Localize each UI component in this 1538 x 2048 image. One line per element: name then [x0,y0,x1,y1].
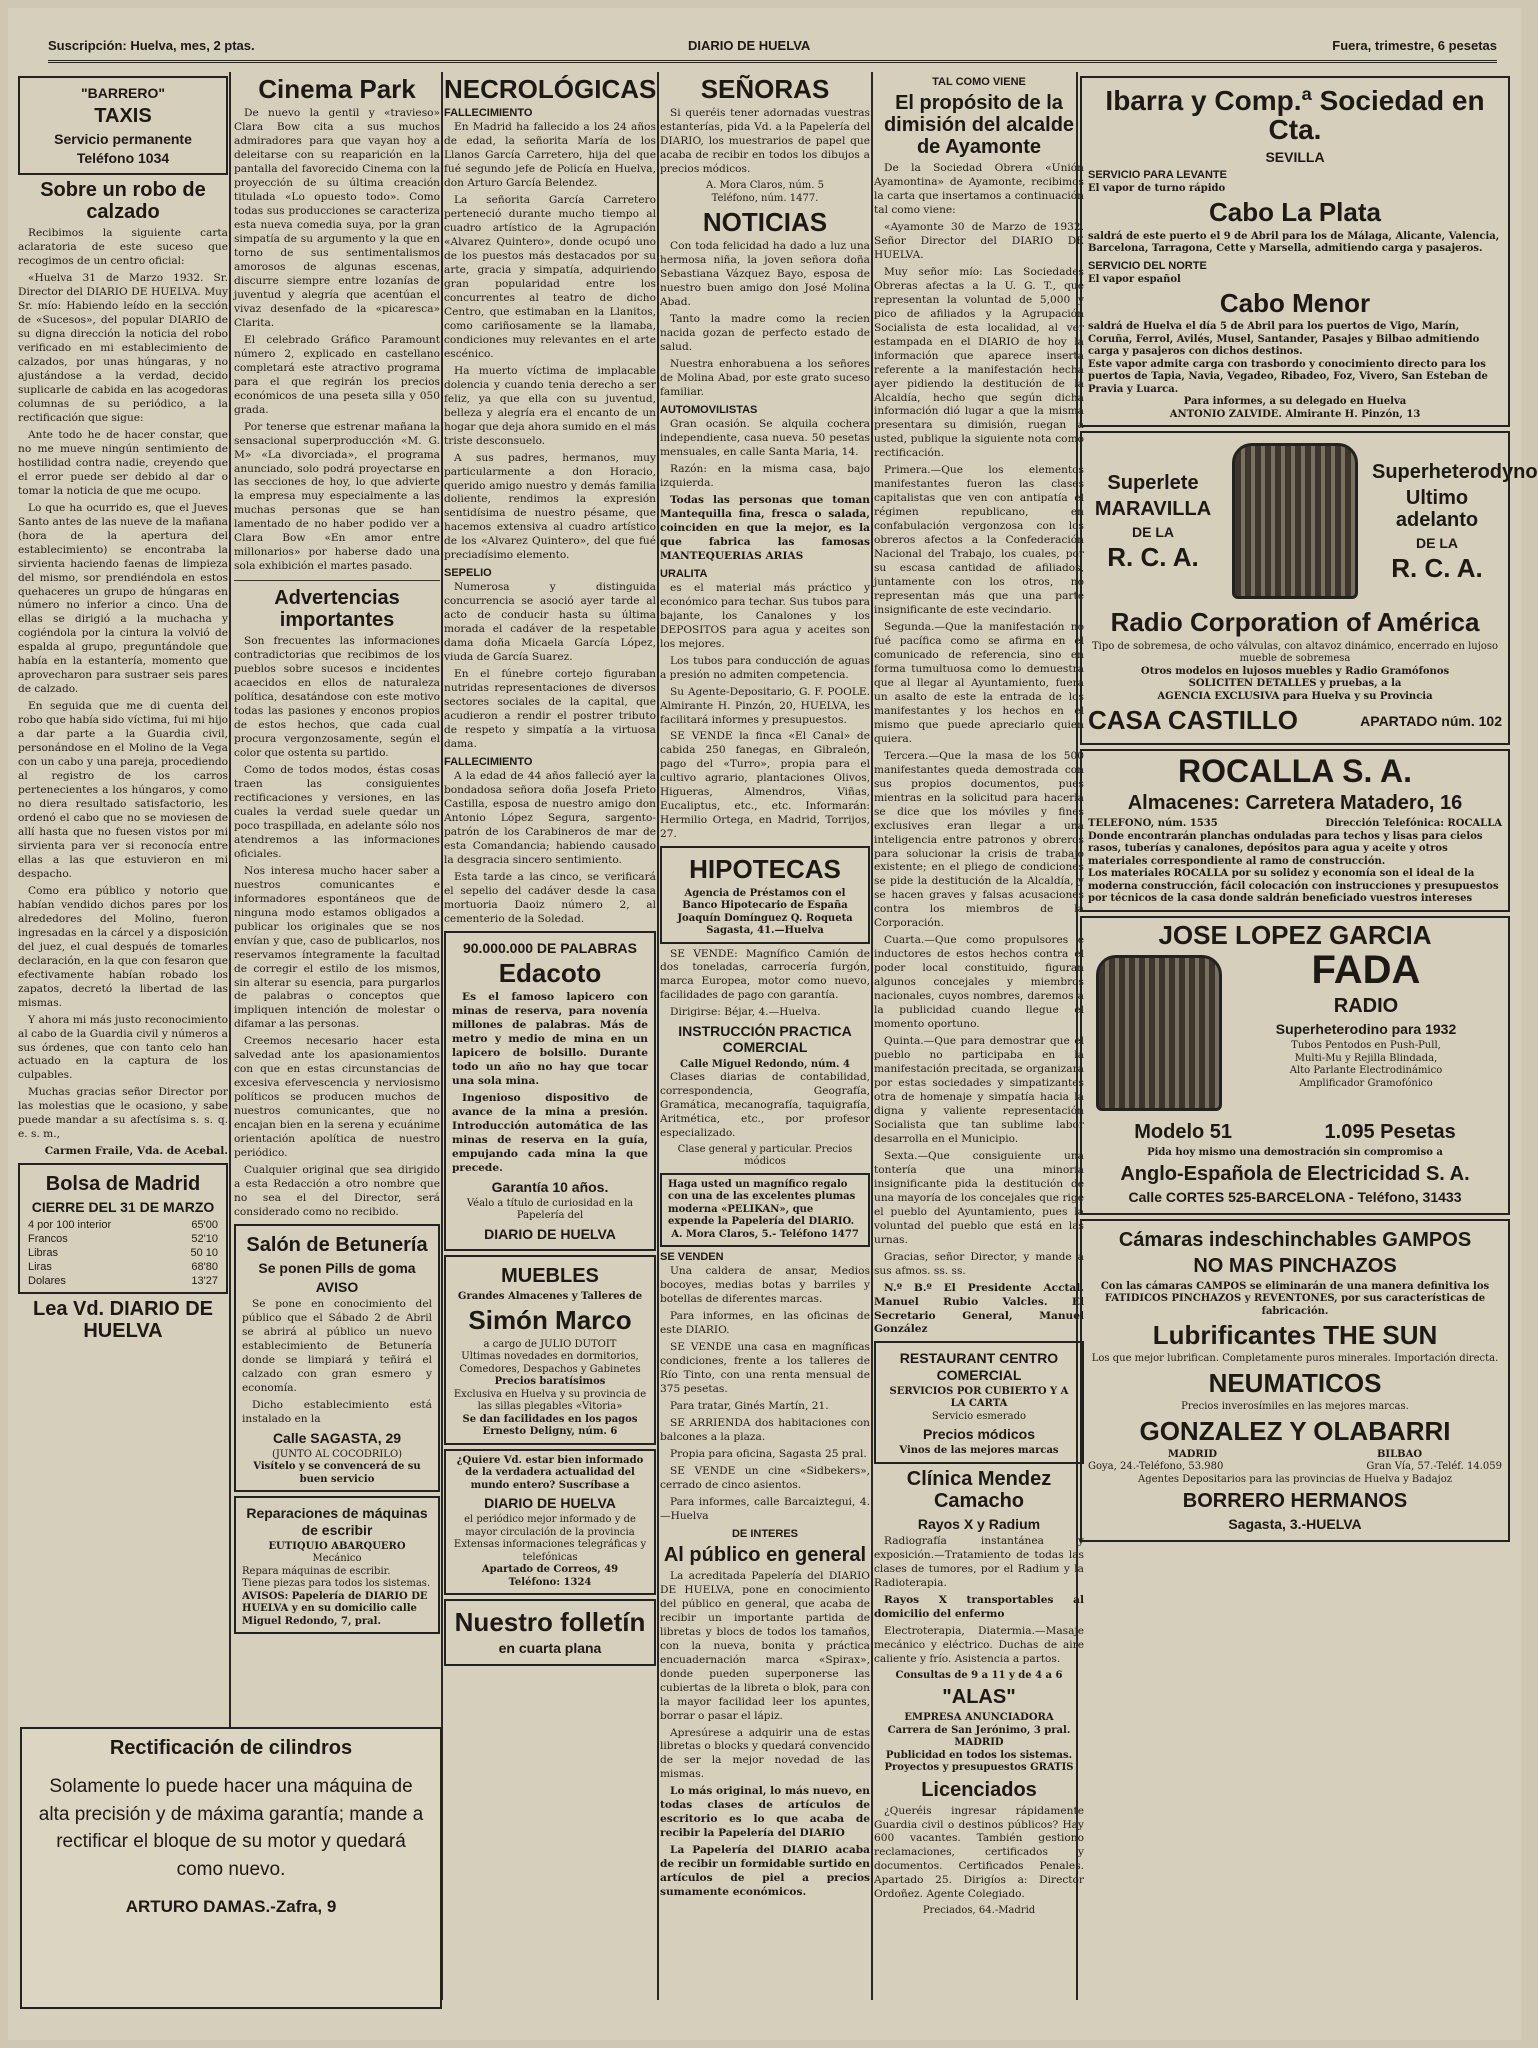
lea-banner: Lea Vd. DIARIO DE HUELVA [32,1298,214,1343]
folletin-ad: Nuestro folletín en cuarta plana [444,1599,656,1665]
gampos-ad: Cámaras indeschinchables GAMPOS NO MAS PINCHAZOS Con las cámaras CAMPOS se eliminarán de una manera definitiva los FATIDICOS PINCHAZOS y REVENTONES, por sus características de fabricación. Lubrificantes THE SUN Los que mejor lubrifican. Completamente puros minerales. Importación directa. NEUMATICOS Precios inverosímiles en las mejores marcas. GONZALEZ Y OLABARRI MADRID BILBAO Goya, 24.-Teléfono, 53.980 Gran Vía, 57.-Teléf. 14.059 Agentes Depositarios para las provincias de Huelva y Badajoz BORRERO HERMANOS Sagasta, 3.-HUELVA [1080,1219,1510,1542]
table-row: Libras 50 10 [28,1247,218,1260]
article-paragraph: De nuevo la gentil y «travieso» Clara Bow cita a sus muchos admiradores para que vayan hoy a deleitarse con su reaparición en la pantalla del favorecido Cinema con la proyección de su última creación titulada «Lo opuesto todo». Como todas sus producciones se caracteriza esta nueva comedia suya, por la gran simpatía de su argumento y la que en torno de sus sentimentalismos amorosos de algunas escenas, discurre siempre entre lozanías de juventud y alegría que acentúan el vivaz desenfado de la «picaresca» Clarita. [234,107,440,329]
bolsa-table [26,1218,220,1288]
newspaper-page [8,8,1538,2040]
article-paragraph: Nos interesa mucho hacer saber a nuestros comunicantes e informadores espontáneos que de ninguna modo estamos obligados a publicar los originales que se nos envían y que, caso de publicarlos, nos reservamos íntegramente la facultad de corregir el estilo de los mismos, sin alterar su esencia, para purgarlos de palabras o conceptos que impliquen intención de molestar o difamar a las personas. [234,864,440,1031]
article-signature: Carmen Fraile, Vda. de Acebal. [44,1145,228,1158]
newspaper-title: DIARIO DE HUELVA [688,38,811,53]
article-paragraph: El celebrado Gráfico Paramount número 2, explicado en castellano completará este atractivo programa para el que regirán los precios económicos de una peseta silla y 050 grada. [234,333,440,416]
rocalla-ad: ROCALLA S. A. Almacenes: Carretera Matadero, 16 TELEFONO, núm. 1535 Dirección Telefónica: ROCALLA Donde encontrarán planchas onduladas para techos y lisas para cielos rasos, tuberías y canalones, depósitos para agua y aceite y otros materiales correspondiente al ramo de construcción. Los materiales ROCALLA por su solidez y economía son el ideal de la moderna construcción, fácil colocación con instrucciones y presupuestos por técnicos de la casa donde saldrán beneficiado vuestros intereses [1080,749,1510,912]
salon-ad: Salón de Betunería Se ponen Pills de goma AVISO Se pone en conocimiento del público que el Sábado 2 de Abril se abrirá al público un nuevo establecimiento de Betunería donde se limpiará y teñirá el calzado con gran esmero y economía. Dicho establecimiento está instalado en la Calle SAGASTA, 29 (JUNTO AL COCODRILO) Visítelo y se convencerá de su buen servicio [234,1224,440,1493]
rca-ad: Superlete MARAVILLA DE LA R. C. A. Superheterodyno Ultimo adelanto DE LA R. C. A. Radio Corporation of América Tipo de sobremesa, de ocho válvulas, con altavoz dinámico, encerrado en lujoso mueble de sobremesa Otros modelos en lujosos muebles y Radio Gramófonos SOLICITEN DETALLES y pruebas, a la AGENCIA EXCLUSIVA para Huelva y su Provincia CASA CASTILLO APARTADO núm. 102 [1080,431,1510,744]
article-paragraph: En seguida que me di cuenta del robo que había sido víctima, fui mi hijo a dar parte a la Guardia civil, personándose en el Molino de la Vega con un cabo y una pareja, procediendo al registro de los carros pertenecientes a los húngaros, y como no diera resultado satisfactorio, les ordenó el cabo que no se moviesen de allí hasta que no fuesen vistos por mi sirvienta para ver si reconocía entre ellas a las que estuvieron en mi despacho. [18,700,228,880]
radio-cabinet-illustration [1096,955,1222,1111]
subscription-note-right: Fuera, trimestre, 6 pesetas [1332,38,1497,53]
table-row: 4 por 100 interior 65'00 [28,1219,218,1232]
radio-cabinet-illustration [1232,443,1358,599]
ibarra-ad: Ibarra y Comp.ª Sociedad en Cta. SEVILLA SERVICIO PARA LEVANTE El vapor de turno rápido Cabo La Plata saldrá de este puerto el 9 de Abril para los de Málaga, Alicante, Valencia, Barcelona, Tarragona, Cette y Marsella, admitiendo carga y pasajeros. SERVICIO DEL NORTE El vapor español Cabo Menor saldrá de Huelva el día 5 de Abril para los puertos de Vigo, Marín, Coruña, Ferrol, Avilés, Musel, Santander, Pasajes y Bilbao admitiendo carga y pasajeros con dichos destinos. Este vapor admite carga con trasbordo y conocimiento directo para los puertos de Tapia, Navia, Vegadeo, Ribadeo, Foz, Vivero, San Esteban de Pravia y Luarca. Para informes, a su delegado en Huelva ANTONIO ZALVIDE. Almirante H. Pinzón, 13 [1080,76,1510,427]
section-title: NOTICIAS [702,207,828,238]
article-paragraph: Y ahora mi más justo reconocimiento al cabo de la Guardia civil y números a sus órdenes, que con tanto celo han actuado en la captura de los culpables. [18,1013,228,1082]
article-paragraph: Como era público y notorio que habían vendido dichos pares por los alrededores del Molino, fueron ingresadas en la cárcel y a disposición del juez, el cual después de tomarles declaración, en la que con fesaron que efectivamente habían robado los zapatos, decretó la libertad de las mismas. [18,884,228,1009]
section-title: SEÑORAS [700,74,830,104]
page-header [48,32,1497,63]
edacoto-ad: 90.000.000 DE PALABRAS Edacoto Es el famoso lapicero con minas de reserva, para novenía millones de palabras. Más de metro y medio de mina en un lapicero de bolsillo. Durante todo un año no hay que tocar una sola mina. Ingenioso dispositivo de avance de la mina a presión. Introducción automática de las minas de reserva en la guía, empujando cada mina la que precede. Garantía 10 años. Véalo a título de curiosidad en la Papelería del DIARIO DE HUELVA [444,931,656,1251]
fada-ad: JOSE LOPEZ GARCIA FADA RADIO Superheterodino para 1932 Tubos Pentodos en Push-Pull, Multi-Mu y Rejilla Blindada, Alto Parlante Electrodinámico Amplificador Gramofónico Modelo 51 1.095 Pesetas Pida hoy mismo una demostración sin compromiso a Anglo-Española de Electricidad S. A. Calle CORTES 525-BARCELONA - Teléfono, 31433 [1080,916,1510,1215]
muebles-ad: MUEBLES Grandes Almacenes y Talleres de Simón Marco a cargo de JULIO DUTOIT Ultimas novedades en dormitorios, Comedores, Despachos y Gabinetes Precios baratísimos Exclusiva en Huelva y su provincia de las sillas plegables «Vitoria» Se dan facilidades en los pagos Ernesto Deligny, núm. 6 [444,1255,656,1445]
article-title: Cinema Park [258,74,416,104]
column-rule [229,72,231,2000]
hipotecas-ad: HIPOTECAS Agencia de Préstamos con el Banco Hipotecario de España Joaquín Domínguez Q. Roqueta Sagasta, 41.—Huelva [660,846,870,943]
column-rule [441,72,443,2000]
bolsa-box: Bolsa de Madrid CIERRE DEL 31 DE MARZO 4 por 100 interior 65'00 Francos 52'10 Libras 50 10 Liras 68'80 Dolares 13'27 [18,1163,228,1294]
article-paragraph: Creemos necesario hacer esta salvedad ante los apasionamientos con que en estas circunstancias de excesiva efervescencia y nerviosismo políticos se producen muchos de nuestros comunicantes, que no encajan bien en la serena y ecuánime orientación apolítica de nuestro periódico. [234,1035,440,1160]
article-paragraph: Son frecuentes las informaciones contradictorias que recibimos de los pueblos sobre sucesos e incidentes acaecidos en ellos de naturaleza política, desatándose con este motivo todas las pasiones y enconos propios de estos hechos, que cada cual procura vergonzosamente, según el color que ostenta su partido. [234,635,440,760]
subscription-note: Suscripción: Huelva, mes, 2 ptas. [48,38,255,53]
table-row: Francos 52'10 [28,1233,218,1246]
reparaciones-ad: Reparaciones de máquinas de escribir EUTIQUIO ABARQUERO Mecánico Repara máquinas de escribir. Tiene piezas para todos los sistemas. AVISOS: Papelería de DIARIO DE HUELVA y en su domicilio calle Miguel Redondo, 7, pral. [234,1496,440,1634]
column-rule [871,72,873,2000]
article-title: Sobre un robo de calzado [40,179,206,224]
article-paragraph: Recibimos la siguiente carta aclaratoria de este suceso que recogimos de un centro oficial: [18,227,228,268]
rectificacion-ad: Rectificación de cilindros Solamente lo puede hacer una máquina de alta precisión y de máxima garantía; mande a rectificar el bloque de su motor y quedará como nuevo. ARTURO DAMAS.-Zafra, 9 [20,1727,442,2009]
column-5: TAL COMO VIENE El propósito de la dimisión del alcalde de Ayamonte De la Sociedad Obrera «Unión Ayamontina» de Ayamonte, recibimos la carta que insertamos a continuación tal como viene: «Ayamonte 30 de Marzo de 1932. Señor Director del DIARIO DE HUELVA. Muy señor mío: Las Sociedades Obreras afectas a la U. G. T., que representan la voluntad de 5,000 y pico de afiliados y la Agrupación Socialista de esta localidad, al ver estampada en el DIARIO de hoy la información que aparece inserta referente a la manifestación hecha ayer pidiendo la destitución de la Alcaldía, hecho que según dicha información dió lugar a que la misma presentara su dimisión, ruegan a usted, publique la siguiente nota como rectificación. Primera.—Que los elementos manifestantes fueron las clases capitalistas que ven con antipatía el régimen republicano, en confabulación vergonzosa con los obreros afectos a la Confederación Nacional del Trabajo, los cuales, por su escasa cantidad de afiliados, juntamente con los otros, no representan más que una parte insignificante de este vecindario. Segunda.—Que la manifestación no fué pacífica como se afirma en el comunicado de referencia, sino en forma tumultuosa como lo demuestra que al llegar al Ayuntamiento, fuera un asalto de este la entrada de los manifestantes y los hechos en el mismo que puede apreciarlo quien quiera. Tercera.—Que la masa de los 500 manifestantes queda demostrada con sus propios documentos, pues mientras en la solicitud para hacerla se dice que los móviles y fines exclusives eran llegar a una inteligencia entre patronos y obreros para solucionar la crisis de trabajo existente; en el pliego de condiciones se pide la destitución de la Alcaldía, y se hacen graves y falsas acusaciones contra los miembros de la Corporación. Cuarta.—Que como propulsores e inductores de estos hechos contra el poder local constituido, figuran algunos concejales y miembros nacionales, cuyos nombres, daremos a la publicidad cuando llegue el momento oportuno. Quinta.—Que para demostrar que el pueblo no participaba en la manifestación precitada, se organizará por estas sociedades y simpatizantes otra de homenaje y simpatía hacia la digna y valiente representación Socialista que tan sublime labor desarrolla en el Municipio. Sexta.—Que consiguiente una tontería que una minoría insignificante pida la destitución de una mayoría de los concejales que rige el pueblo del Ayuntamiento, pues la voluntad del pueblo que está en las urnas. Gracias, señor Director, y mande a sus afmos. ss. ss. N.º B.º El Presidente Acctal. Manuel Rubio Valcles. El Secretario General, Manuel González RESTAURANT CENTRO COMERCIAL SERVICIOS POR CUBIERTO Y A LA CARTA Servicio esmerado Precios módicos Vinos de las mejores marcas Clínica Mendez Camacho Rayos X y Radium Radiografía instantánea y exposición.—Tratamiento de todas las clases de tumores, por el Radium y la Radioterapia. Rayos X transportables al domicilio del enfermo Electroterapia, Diatermia.—Masaje mecánico y eléctrico. Duchas de aire caliente y frío. Asistencia a partos. Consultas de 9 a 11 y de 4 a 6 "ALAS" EMPRESA ANUNCIADORA Carrera de San Jerónimo, 3 pral. MADRID Publicidad en todos los sistemas. Proyectos y presupuestos GRATIS Licenciados ¿Queréis ingresar rápidamente Guardia civil o destinos públicos? Hay 600 vacantes. También gestiono reclamaciones, certificados y documentos. Certificados Penales. Apartado 25. Dirigíos a: Director Ordoñez. Agente Colegiado. Preciados, 64.-Madrid [874,76,1084,1917]
column-rule [657,72,659,2000]
column-4: SEÑORAS Si queréis tener adornadas vuestras estanterías, pida Vd. a la Papelería del DIARIO, los muestrarios de papel que acaba de recibir en todos los dibujos a precios módicos. A. Mora Claros, núm. 5 Teléfono, núm. 1477. NOTICIAS Con toda felicidad ha dado a luz una hermosa niña, la joven señora doña Sebastiana Vázquez Bayo, esposa de nuestro buen amigo don José Molina Abad. Tanto la madre como la recien nacida gozan de perfecto estado de salud. Nuestra enhorabuena a los señores de Molina Abad, por este grato suceso familiar. AUTOMOVILISTAS Gran ocasión. Se alquila cochera independiente, casa nueva. 50 pesetas mensuales, en calle Santa Maria, 14. Razón: en la misma casa, bajo izquierda. Todas las personas que toman Mantequilla fina, fresca o salada, coinciden en que la mejor, es la que fabrica las famosas MANTEQUERIAS ARIAS URALITA es el material más práctico y económico para techar. Sus tubos para bajante, los Canalones y los DEPOSITOS para agua y aceites son los mejores. Los tubos para conducción de aguas a presión no admiten competencia. Su Agente-Depositario, G. F. POOLE. Almirante H. Pinzón, 20, HUELVA, les facilitará informes y presupuestos. SE VENDE la finca «El Canal» de cabida 250 fanegas, en Gibraleón, pago del «Turro», propia para el cultivo agrario, plantaciones Olivos, Higueras, Almendros, Viñas, Eucaliptus, etc., etc. Informarán: Hermilio Ortega, en Madrid, Torrijos, 27. HIPOTECAS Agencia de Préstamos con el Banco Hipotecario de España Joaquín Domínguez Q. Roqueta Sagasta, 41.—Huelva SE VENDE: Magnífico Camión de dos toneladas, carrocería furgón, marca Europea, motor como nuevo, facilidades de pago con garantía. Dirigirse: Béjar, 4.—Huelva. INSTRUCCIÓN PRACTICA COMERCIAL Calle Miguel Redondo, núm. 4 Clases diarias de contabilidad, correspondencia, Geografía, Gramática, mecanografía, taquigrafía, Aritmética, etc., por profesor especializado. Clase general y particular. Precios módicos Haga usted un magnífico regalo con una de las excelentes plumas moderna «PELIKAN», que expende la Papelería del DIARIO. A. Mora Claros, 5.- Teléfono 1477 SE VENDEN Una caldera de ansar, Medios bocoyes, medias botas y barriles y botellas de diferentes marcas. Para informes, en las oficinas de este DIARIO. SE VENDE una casa en magníficas condiciones, frente a los talleres de Río Tinto, con una renta mensual de 375 pesetas. Para tratar, Ginés Martín, 21. SE ARRIENDA dos habitaciones con balcones a la plaza. Propia para oficina, Sagasta 25 pral. SE VENDE un cine «Sidbekers», cerrado de cinco asientos. Para informes, calle Barcaiztegui, 4.—Huelva DE INTERES Al público en general La acreditada Papelería del DIARIO DE HUELVA, pone en conocimiento del público en general, que acaba de recibir un importante partida de libretas y blocs de todos los tamaños, con la nueva, bonita y práctica encuadernación marca «Spirax», donde pueden superponerse las cubiertas de la libreta o blok, para con la mayor facilidad leer los apuntes, borrar o pasar el lápiz. Apresúrese a adquirir una de estas libretas o blocks y quedará convencido de ser la mejor novedad de las mismas. Lo más original, lo más nuevo, en todas clases de artículos de escritorio es lo que acaba de recibir la Papelería del DIARIO La Papelería del DIARIO acaba de recibir un formidable surtido en artículos de piel a precios sumamente económicos. [660,74,870,1899]
section-title: NECROLÓGICAS [444,74,657,104]
suscripcion-ad: ¿Quiere Vd. estar bien informado de la verdadera actualidad del mundo entero? Suscríbase a DIARIO DE HUELVA el periódico mejor informado y de mayor circulación de la provincia Extensas informaciones telegráficas y telefónicas Apartado de Correos, 49 Teléfono: 1324 [444,1449,656,1596]
article-paragraph: Como de todos modos, éstas cosas traen las consiguientes rectificaciones y versiones, en las cuales la verdad suele quedar un poco traspillada, en adelante sólo nos atendremos a las informaciones oficiales. [234,763,440,860]
article-paragraph: Por tenerse que estrenar mañana la sensacional superproducción «M. G. M» «La divorciada», el programa anunciado, solo podrá proyectarse en las secciones de hoy, lo que advierte la empresa muy especialmente a las muchas personas que se han lamentado de no haber podido ver a Clara Bow «En amor entre millonarios» por haberse dado una sola exhibición el martes pasado. [234,420,440,573]
article-title: El propósito de la dimisión del alcalde de Ayamonte [883,92,1075,158]
column-3: NECROLÓGICAS FALLECIMIENTO En Madrid ha fallecido a los 24 años de edad, la señorita María de los Llanos García Carretero, hija del que fué segundo jefe de Policía en Huelva, don Arturo García Belendez. La señorita García Carretero perteneció durante mucho tiempo al cuadro artístico de la Agrupación «Alvarez Quintero», donde ocupó uno de los puestos más destacados por su arte, gracia y simpatía, adquiriendo gran popularidad entre los concurrentes al teatro de dicho Centro, que estimaban en la Llanitos, como cariñosamente se la llamaba, condiciones muy relevantes en el arte escénico. Ha muerto víctima de implacable dolencia y cuando tenia derecho a ser feliz, ya que ella con su juventud, belleza y alegría era el encanto de un hogar que deja ahora sumido en el más triste desconsuelo. A sus padres, hermanos, muy particularmente a don Horacio, querido amigo nuestro y demás familia doliente, rendimos la expresión sentidísima de nuestro pésame, que hacemos extensiva al cuadro artístico de los «Alvarez Quintero», del que fué preciadísimo elemento. SEPELIO Numerosa y distinguida concurrencia se asoció ayer tarde al acto de conducir hasta su última morada el cadáver de la respetable dama doña Micaela García López, viuda de García Suarez. En el fúnebre cortejo figuraban nutridas representaciones de diversos sectores sociales de la capital, que acudieron a rendir el postrer tributo de respeto y simpatía a la virtuosa dama. FALLECIMIENTO A la edad de 44 años falleció ayer la bondadosa señora doña Josefa Prieto Castilla, esposa de nuestro amigo don Antonio López Segura, sargento-patrón de los Carabineros de mar de esta Comandancia; habiendo causado la desgracia sincero sentimiento. Esta tarde a las cinco, se verificará el sepelio del cadáver desde la casa mortuoria Daoiz número 2, al cementerio de la Soledad. 90.000.000 DE PALABRAS Edacoto Es el famoso lapicero con minas de reserva, para novenía millones de palabras. Más de metro y medio de mina en un lapicero de bolsillo. Durante todo un año no hay que tocar una sola mina. Ingenioso dispositivo de avance de la mina a presión. Introducción automática de las minas de reserva en la guía, empujando cada mina la que precede. Garantía 10 años. Véalo a título de curiosidad en la Papelería del DIARIO DE HUELVA MUEBLES Grandes Almacenes y Talleres de Simón Marco a cargo de JULIO DUTOIT Ultimas novedades en dormitorios, Comedores, Despachos y Gabinetes Precios baratísimos Exclusiva en Huelva y su provincia de las sillas plegables «Vitoria» Se dan facilidades en los pagos Ernesto Deligny, núm. 6 ¿Quiere Vd. estar bien informado de la verdadera actualidad del mundo entero? Suscríbase a DIARIO DE HUELVA el periódico mejor informado y de mayor circulación de la provincia Extensas informaciones telegráficas y telefónicas Apartado de Correos, 49 Teléfono: 1324 Nuestro folletín en cuarta plana [444,72,656,2000]
article-paragraph: Lo que ha ocurrido es, que el Jueves Santo antes de las nueve de la mañana (hora de la apertura del establecimiento) se encontraba la sirvienta haciendo faenas de limpieza del mismo, sor prendiéndola en estos quehaceres un grupo de húngaras en número no inferior a cinco. Una de ellas se dirigió a la muchacha y cogiéndola por la cintura la volvió de espalda al grupo, preguntándole que había en la estantería, momento que aprovecharon para sustraer seis pares de calzado. [18,501,228,696]
column-6-ads [1080,72,1538,2000]
pelikan-ad: Haga usted un magnífico regalo con una de las excelentes plumas moderna «PELIKAN», que expende la Papelería del DIARIO. A. Mora Claros, 5.- Teléfono 1477 [660,1173,870,1248]
article-paragraph: Ante todo he de hacer constar, que no me mueve ningún sentimiento de hostilidad contra nadie, creyendo que el error puede ser debido al dar o tomar la noticia de que me ocupo. [18,428,228,497]
column-1 [18,72,228,1710]
taxis-ad: "BARRERO" TAXIS Servicio permanente Teléfono 1034 [18,76,228,175]
table-row: Liras 68'80 [28,1261,218,1274]
article-paragraph: «Huelva 31 de Marzo 1932. Sr. Director del DIARIO DE HUELVA. Muy Sr. mío: Habiendo leído en la sección de «Sucesos», del popular DIARIO de su digna dirección la noticia del robo verificado en mi establecimiento de calzados, por unas húngaras, y no ajustándose a la verdad, decido suplicarle de cabida en las acogedoras columnas de su periódico, a la rectificación que sigue: [18,272,228,424]
article-paragraph: Muchas gracias señor Director por las molestias que le ocasiono, y sabe puede mandar a su afectísima s. s. q. e. s. m., [18,1086,228,1141]
table-row: Dolares 13'27 [28,1275,218,1288]
column-2 [234,72,440,1710]
article-title: Advertencias importantes [274,587,400,632]
article-paragraph: Cualquier original que sea dirigido a esta Redacción a otro nombre que no sea el del Director, será considerado como no recibido. [234,1164,440,1219]
restaurant-ad: RESTAURANT CENTRO COMERCIAL SERVICIOS POR CUBIERTO Y A LA CARTA Servicio esmerado Precios módicos Vinos de las mejores marcas [874,1341,1084,1463]
